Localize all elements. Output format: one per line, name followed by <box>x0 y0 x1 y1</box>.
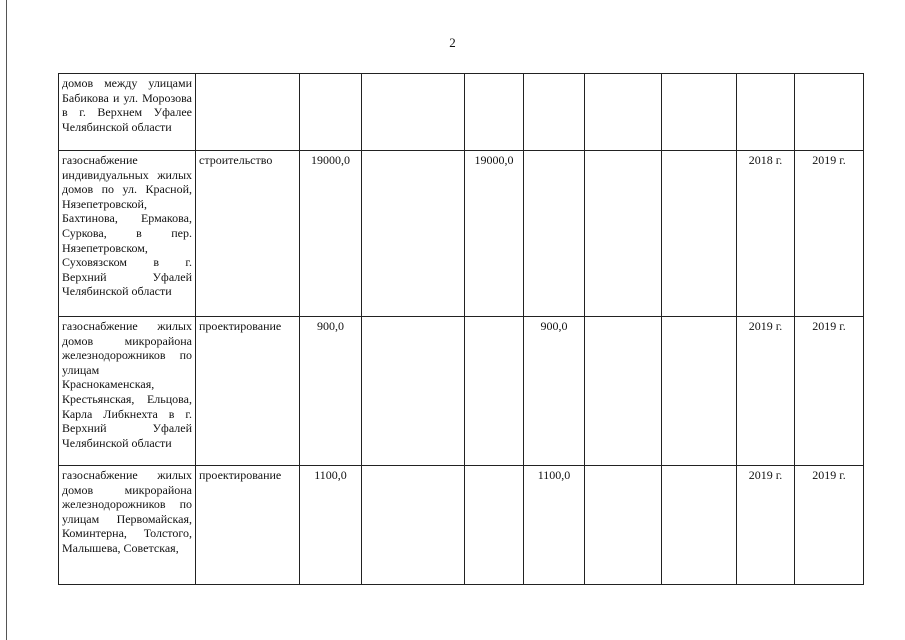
local-amount-cell <box>524 74 585 151</box>
end-year-cell: 2019 г. <box>795 151 864 317</box>
regional-amount-cell <box>465 317 524 466</box>
total-amount-cell <box>300 74 362 151</box>
regional-amount-cell: 19000,0 <box>465 151 524 317</box>
work-type-cell: проектирование <box>196 317 300 466</box>
extra-amount-cell <box>585 466 662 585</box>
page-edge-line <box>6 0 7 640</box>
table-row <box>59 466 864 585</box>
total-amount-cell: 1100,0 <box>300 466 362 585</box>
total-amount-cell: 19000,0 <box>300 151 362 317</box>
federal-amount-cell <box>362 466 465 585</box>
federal-amount-cell <box>362 74 465 151</box>
table-row <box>59 151 864 317</box>
extra-amount-cell <box>585 74 662 151</box>
table-row <box>59 317 864 466</box>
end-year-cell: 2019 г. <box>795 317 864 466</box>
start-year-cell: 2019 г. <box>737 317 795 466</box>
object-description-cell: домов между улицами Бабикова и ул. Морозова в г. Верхнем Уфалее Челябинской области <box>59 74 196 151</box>
local-amount-cell: 1100,0 <box>524 466 585 585</box>
other-amount-cell <box>662 151 737 317</box>
page-number: 2 <box>449 35 456 50</box>
work-type-cell: проектирование <box>196 466 300 585</box>
regional-amount-cell <box>465 466 524 585</box>
object-description-cell: газоснабжение жилых домов микрорайона железнодорожников по улицам Краснокаменская, Крестьянская, Ельцова, Карла Либкнехта в г. Верхний Уфалей Челябинской области <box>59 317 196 466</box>
federal-amount-cell <box>362 151 465 317</box>
work-type-cell <box>196 74 300 151</box>
other-amount-cell <box>662 466 737 585</box>
start-year-cell: 2019 г. <box>737 466 795 585</box>
local-amount-cell: 900,0 <box>524 317 585 466</box>
federal-amount-cell <box>362 317 465 466</box>
program-table <box>58 73 864 585</box>
total-amount-cell: 900,0 <box>300 317 362 466</box>
end-year-cell <box>795 74 864 151</box>
object-description-cell: газоснабжение индивидуальных жилых домов по ул. Красной, Нязепетровской, Бахтинова, Ермакова, Суркова, в пер. Нязепетровском, Суховязском в г. Верхний Уфалей Челябинской области <box>59 151 196 317</box>
other-amount-cell <box>662 74 737 151</box>
start-year-cell <box>737 74 795 151</box>
end-year-cell: 2019 г. <box>795 466 864 585</box>
object-description-cell: газоснабжение жилых домов микрорайона железнодорожников по улицам Первомайская, Коминтерна, Толстого, Малышева, Советская, <box>59 466 196 585</box>
other-amount-cell <box>662 317 737 466</box>
extra-amount-cell <box>585 317 662 466</box>
start-year-cell: 2018 г. <box>737 151 795 317</box>
extra-amount-cell <box>585 151 662 317</box>
work-type-cell: строительство <box>196 151 300 317</box>
table-row <box>59 74 864 151</box>
regional-amount-cell <box>465 74 524 151</box>
local-amount-cell <box>524 151 585 317</box>
